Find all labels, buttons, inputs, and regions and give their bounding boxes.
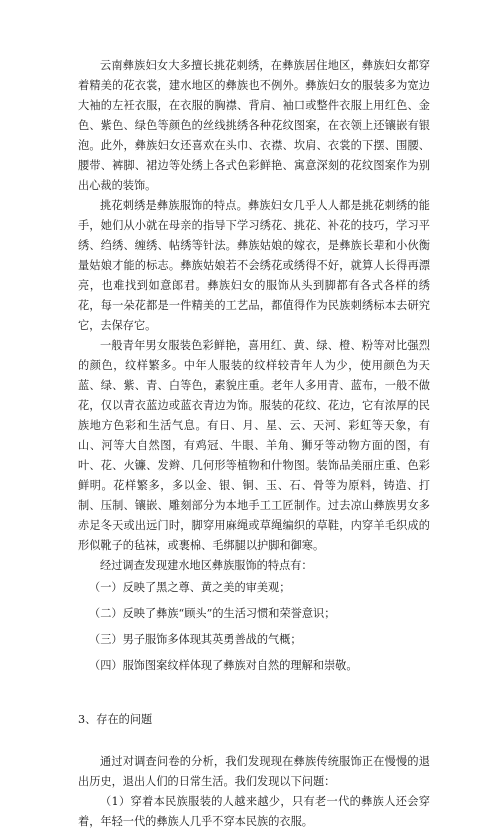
list-item: （四）服饰图案纹样体现了彝族对自然的理解和崇敬。 <box>89 659 358 672</box>
section-heading: 3、存在的问题 <box>78 713 153 726</box>
paragraph-problem-one: （1）穿着本民族服装的人越来越少，只有老一代的彝族人还会穿着，年轻一代的彝族人几乎不穿本民族的衣服。 <box>78 795 430 828</box>
paragraph-clothing-colors: 一般青年男女服装色彩鲜艳，喜用红、黄、绿、橙、粉等对比强烈的颜色，纹样繁多。中年人服装的纹样较青年人为少，使用颜色为天蓝、绿、紫、青、白等色，素貌庄重。老年人多用青、蓝布，一般不做花，仅以青衣蓝边或蓝衣青边为饰。服装的花纹、花边，它有浓厚的民族地方色彩和生活气息。有日、月、星、云、天河、彩虹等天象，有山、河等大自然图，有鸡冠、牛眼、羊角、狮牙等动物方面的图，有叶、花、火镰、发辫、几何形等植物和什物图。装饰品美丽庄重、色彩鲜明。花样繁多，多以金、银、铜、玉、石、骨等为原料，铸造、打制、压制、镶嵌、雕刻部分为本地手工工匠制作。过去凉山彝族男女多赤足冬天或出远门时，脚穿用麻绳或草绳编织的草鞋，内穿羊毛织成的形似靴子的毡袜，或裹棉、毛绑腿以护脚和御寒。 <box>78 339 430 552</box>
paragraph-embroidery-intro: 云南彝族妇女大多擅长挑花刺绣，在彝族居住地区，彝族妇女都穿着精美的花衣裳，建水地区的彝族也不例外。彝族妇女的服装多为宽边大袖的左衽衣服，在衣服的胸襟、背肩、袖口或整件衣服上用红色、金色、紫色、绿色等颜色的丝线挑绣各种花纹图案，在衣领上还镶嵌有银泡。此外，彝族妇女还喜欢在头巾、衣襟、坎肩、衣裳的下摆、围腰、腰带、裤脚、裙边等处绣上各式色彩鲜艳、寓意深刻的花纹图案作为别出心裁的装饰。 <box>78 59 430 192</box>
feature-list <box>78 578 430 676</box>
document-page <box>78 56 430 832</box>
list-item: （二）反映了彝族“顾头”的生活习惯和荣誉意识； <box>89 607 336 620</box>
paragraph-embroidery-skill: 挑花刺绣是彝族服饰的特点。彝族妇女几乎人人都是挑花刺绣的能手，她们从小就在母亲的指导下学习绣花、挑花、补花的技巧，学习平绣、绉绣、缠绣、帖绣等针法。彝族姑娘的嫁衣，是彝族长辈和小伙衡量姑娘才能的标志。彝族姑娘若不会绣花或绣得不好，就算人长得再漂亮，也难找到如意郎君。彝族妇女的服饰从头到脚都有各式各样的绣花，每一朵花都是一件精美的工艺品，都值得作为民族刺绣标本去研究它，去保存它。 <box>78 199 430 332</box>
feature-list-wrapper <box>78 578 430 676</box>
paragraph-survey-findings: 经过调查发现建水地区彝族服饰的特点有： <box>100 559 313 572</box>
paragraph-problem-analysis: 通过对调查问卷的分析，我们发现现在彝族传统服饰正在慢慢的退出历史，退出人们的日常生活。我们发现以下问题： <box>78 755 430 788</box>
list-item: （三）男子服饰多体现其英勇善战的气概； <box>89 633 302 646</box>
list-item: （一）反映了黑之尊、黄之美的审美观； <box>89 581 291 594</box>
section-spacer <box>78 730 430 752</box>
